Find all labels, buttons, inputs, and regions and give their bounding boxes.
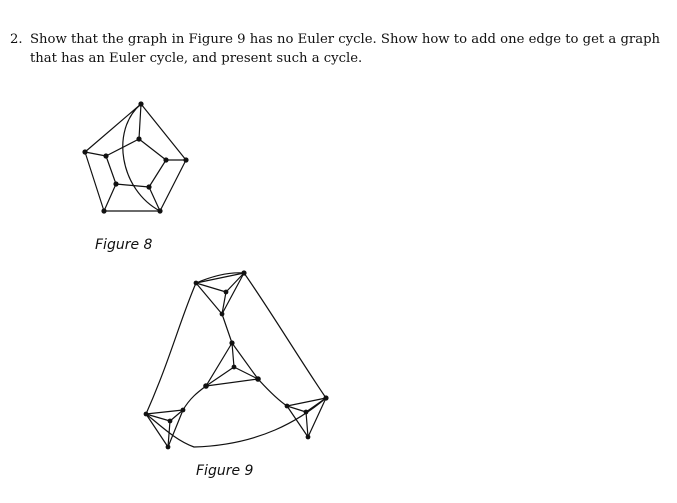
- fig8-spoke: [139, 104, 141, 139]
- fig8-vertex: [136, 136, 141, 141]
- fig9-connector-top: [222, 314, 232, 343]
- fig8-vertex: [82, 149, 87, 154]
- graph-vertex: [232, 365, 237, 370]
- graph-vertex: [304, 410, 309, 415]
- fig8-vertex: [163, 157, 168, 162]
- fig8-vertex: [183, 157, 188, 162]
- problem-text: Show that the graph in Figure 9 has no Euler cycle. Show how to add one edge to get a graph that has an Euler cycle, and present such a cycle.: [30, 32, 661, 66]
- problem-number: 2.: [10, 32, 23, 47]
- figure-8-caption: Figure 8: [95, 237, 153, 253]
- fig9-top-edges: [196, 273, 244, 314]
- fig9-connector-left: [183, 386, 206, 410]
- graph-vertex: [323, 395, 328, 400]
- figure-9-graph: [144, 270, 329, 449]
- figure-9-caption: Figure 9: [196, 463, 254, 479]
- fig8-vertex: [113, 181, 118, 186]
- graph-vertex: [241, 270, 246, 275]
- graph-vertex: [181, 408, 186, 413]
- graph-vertex: [224, 290, 229, 295]
- fig8-vertex: [103, 153, 108, 158]
- fig8-vertex: [138, 101, 143, 106]
- fig9-outer-triangle: [146, 273, 326, 447]
- graph-vertex: [285, 404, 290, 409]
- graph-vertex: [306, 435, 311, 440]
- graph-vertex: [255, 376, 261, 382]
- fig8-inner-pentagon: [106, 139, 166, 187]
- graph-vertex: [194, 281, 199, 286]
- fig8-spoke: [85, 152, 106, 156]
- graph-vertex: [144, 412, 149, 417]
- graph-vertex: [203, 383, 209, 389]
- figure-8-graph: [82, 101, 188, 213]
- fig8-vertex: [101, 208, 106, 213]
- fig9-top-triangle: [196, 273, 244, 292]
- fig9-right-spokes: [287, 398, 326, 437]
- graph-vertex: [229, 340, 234, 345]
- fig8-outer-pentagon: [85, 104, 186, 211]
- graph-vertex: [168, 419, 173, 424]
- fig8-vertex: [146, 184, 151, 189]
- fig8-spoke: [104, 184, 116, 211]
- fig8-vertex: [157, 208, 162, 213]
- graph-vertex: [220, 312, 225, 317]
- graph-vertex: [166, 445, 171, 450]
- fig9-connector-right: [258, 379, 287, 406]
